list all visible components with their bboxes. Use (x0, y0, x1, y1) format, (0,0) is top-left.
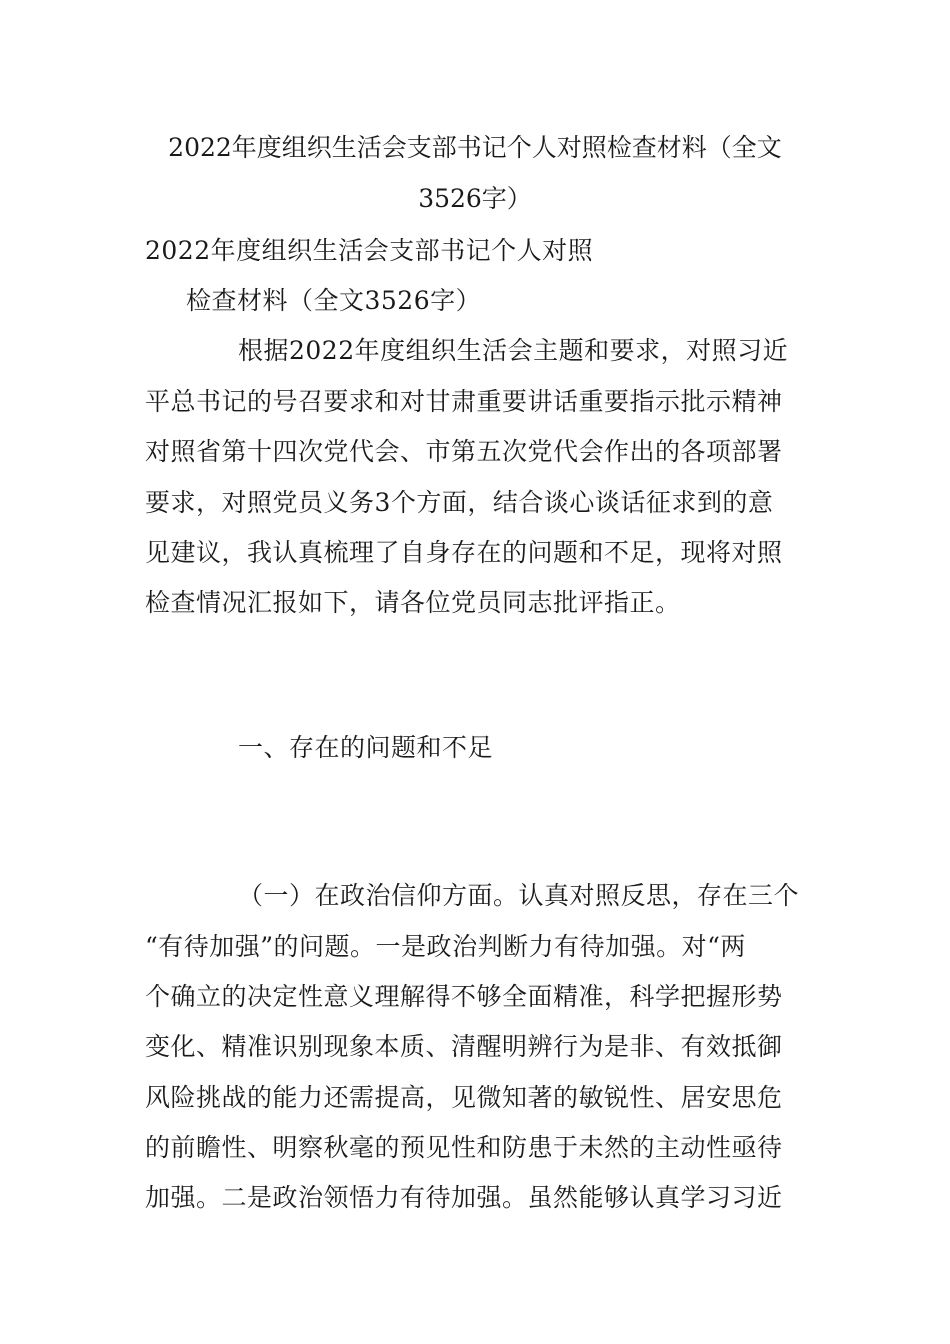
intro-paragraph-line: 检查情况汇报如下，请各位党员同志批评指正。 (145, 588, 681, 617)
document-title-line-2: 3526字） (418, 184, 532, 213)
document-subtitle-line-2: 检查材料（全文3526字） (186, 286, 482, 315)
document-title-line-1: 2022年度组织生活会支部书记个人对照检查材料（全文 (168, 133, 782, 162)
document-subtitle-line-1: 2022年度组织生活会支部书记个人对照 (145, 236, 594, 265)
body-paragraph-line: 的前瞻性、明察秋毫的预见性和防患于未然的主动性亟待 (145, 1133, 783, 1162)
body-paragraph-line: 变化、精准识别现象本质、清醒明辨行为是非、有效抵御 (145, 1032, 783, 1061)
intro-paragraph-line: 平总书记的号召要求和对甘肃重要讲话重要指示批示精神 (145, 387, 783, 416)
intro-paragraph-line: 对照省第十四次党代会、市第五次党代会作出的各项部署 (145, 437, 783, 466)
section-heading: 一、存在的问题和不足 (238, 733, 494, 762)
intro-paragraph-line: 根据2022年度组织生活会主题和要求，对照习近 (238, 336, 789, 365)
intro-paragraph-line: 见建议，我认真梳理了自身存在的问题和不足，现将对照 (145, 538, 783, 567)
body-paragraph-line: 风险挑战的能力还需提高，见微知著的敏锐性、居安思危 (145, 1083, 783, 1112)
body-paragraph-line: （一）在政治信仰方面。认真对照反思，存在三个 (238, 881, 800, 910)
body-paragraph-line: 加强。二是政治领悟力有待加强。虽然能够认真学习习近 (145, 1183, 783, 1212)
body-paragraph-line: 个确立的决定性意义理解得不够全面精准，科学把握形势 (145, 982, 783, 1011)
body-paragraph-line: “有待加强”的问题。一是政治判断力有待加强。对“两 (145, 932, 746, 961)
intro-paragraph-line: 要求，对照党员义务3个方面，结合谈心谈话征求到的意 (145, 488, 774, 517)
